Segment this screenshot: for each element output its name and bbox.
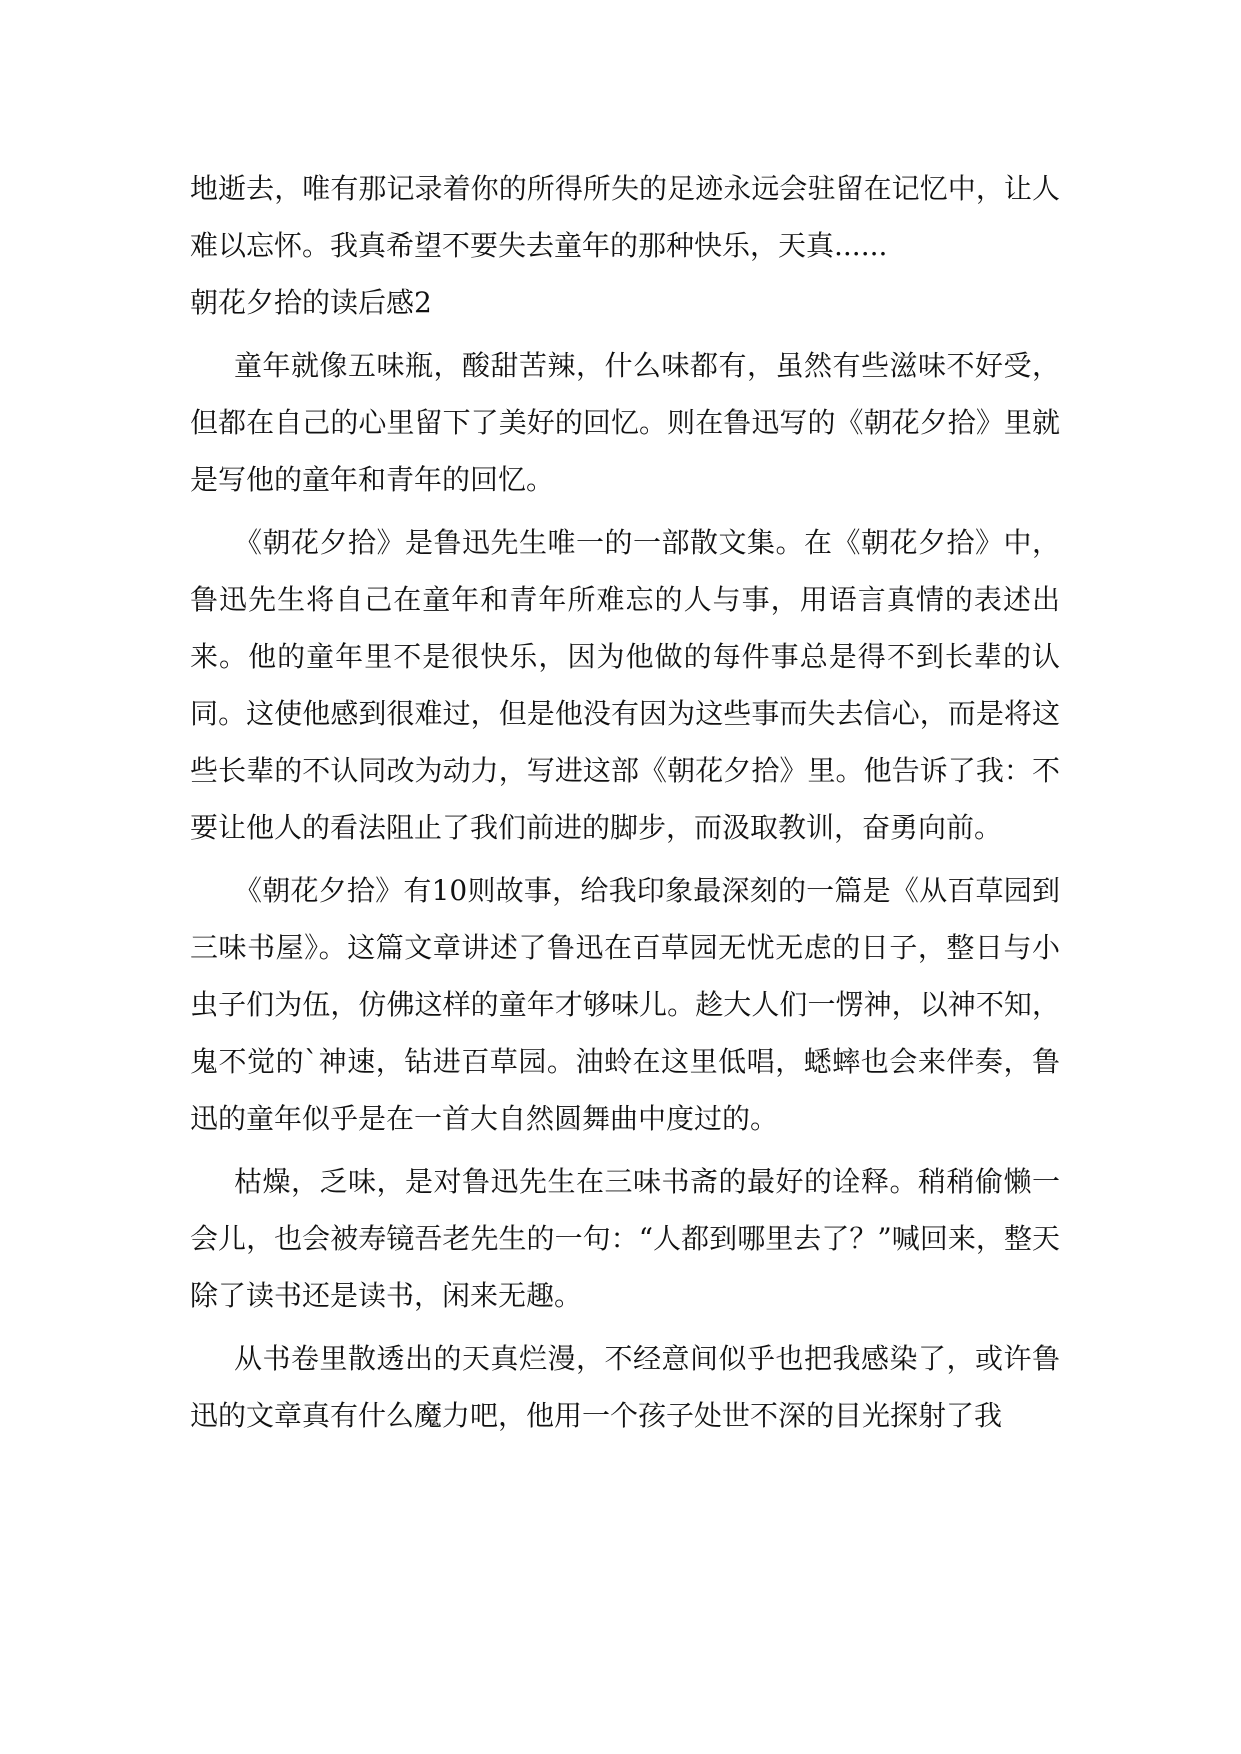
body-paragraph: 《朝花夕拾》有10则故事，给我印象最深刻的一篇是《从百草园到三味书屋》。这篇文章讲述了鲁迅在百草园无忧无虑的日子，整日与小虫子们为伍，仿佛这样的童年才够味儿。趁大人们一愣神，以神不知，鬼不觉的`神速，钻进百草园。油蛉在这里低唱，蟋蟀也会来伴奏，鲁迅的童年似乎是在一首大自然圆舞曲中度过的。 — [190, 874, 1060, 1135]
body-paragraph: 从书卷里散透出的天真烂漫，不经意间似乎也把我感染了，或许鲁迅的文章真有什么魔力吧，他用一个孩子处世不深的目光探射了我 — [190, 1342, 1060, 1432]
section-title: 朝花夕拾的读后感2 — [190, 286, 432, 319]
body-paragraph: 童年就像五味瓶，酸甜苦辣，什么味都有，虽然有些滋味不好受，但都在自己的心里留下了美好的回忆。则在鲁迅写的《朝花夕拾》里就是写他的童年和青年的回忆。 — [190, 349, 1060, 496]
continuation-paragraph: 地逝去，唯有那记录着你的所得所失的足迹永远会驻留在记忆中，让人难以忘怀。我真希望不要失去童年的那种快乐，天真...... — [190, 172, 1060, 262]
document-body — [190, 160, 1060, 1444]
body-paragraph: 枯燥，乏味，是对鲁迅先生在三味书斋的最好的诠释。稍稍偷懒一会儿，也会被寿镜吾老先生的一句：“人都到哪里去了？”喊回来，整天除了读书还是读书，闲来无趣。 — [190, 1165, 1060, 1312]
body-paragraph: 《朝花夕拾》是鲁迅先生唯一的一部散文集。在《朝花夕拾》中，鲁迅先生将自己在童年和青年所难忘的人与事，用语言真情的表述出来。他的童年里不是很快乐，因为他做的每件事总是得不到长辈的认同。这使他感到很难过，但是他没有因为这些事而失去信心，而是将这些长辈的不认同改为动力，写进这部《朝花夕拾》里。他告诉了我：不要让他人的看法阻止了我们前进的脚步，而汲取教训，奋勇向前。 — [190, 526, 1060, 844]
